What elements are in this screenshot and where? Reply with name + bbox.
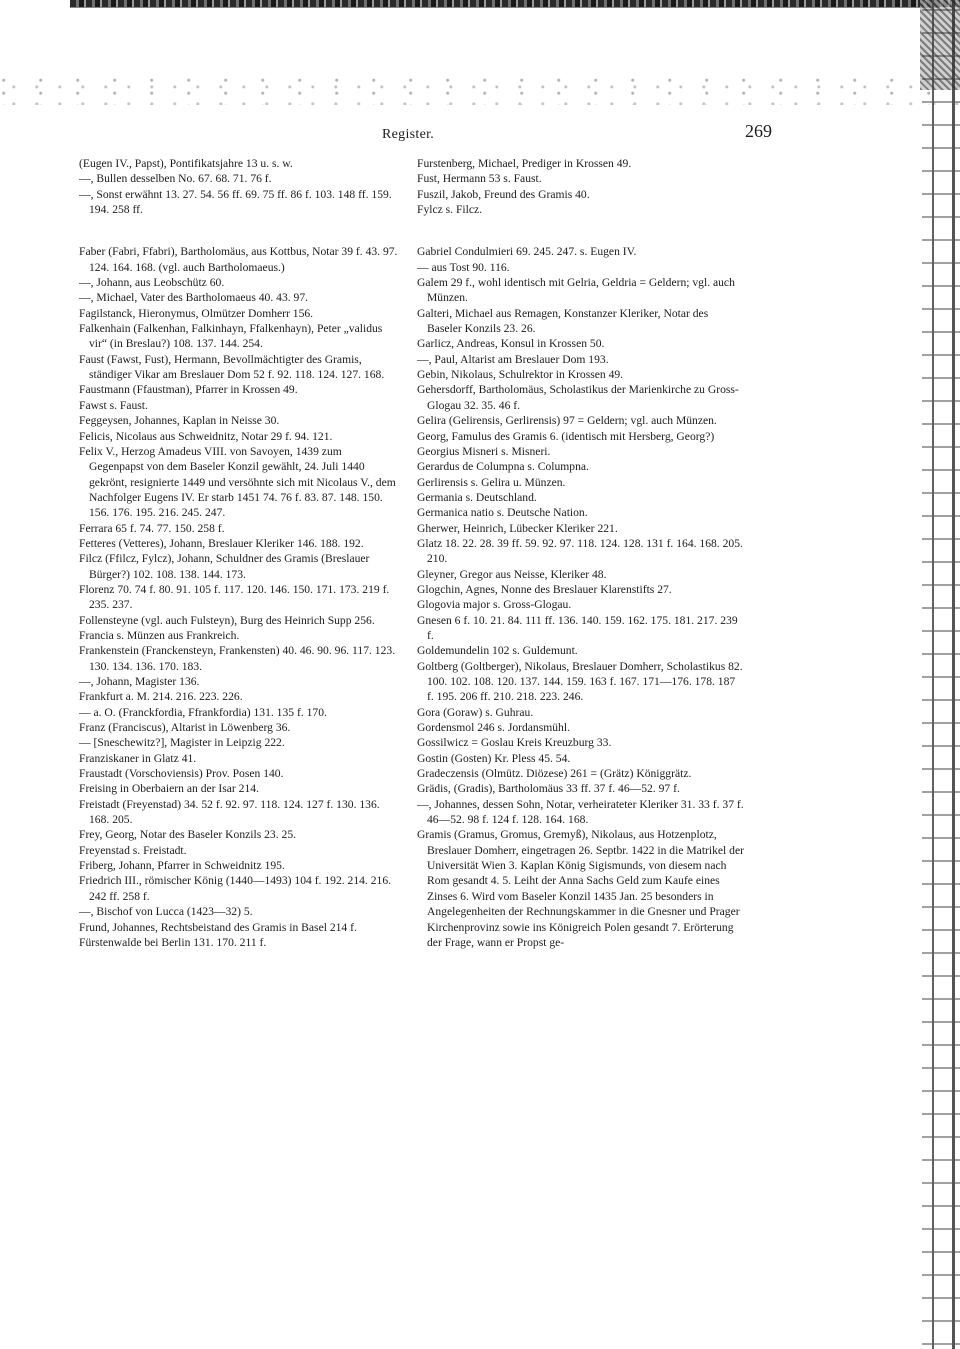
index-entry: Glogovia major s. Gross-Glogau. — [417, 598, 572, 612]
index-entry: Freistadt (Freyenstad) 34. 52 f. 92. 97. 118. 124. 127 f. 130. 136. 168. 205. — [79, 797, 380, 827]
index-entry: Feggeysen, Johannes, Kaplan in Neisse 30. — [79, 414, 280, 428]
index-entry: Germania s. Deutschland. — [417, 490, 537, 504]
index-entry: Faustmann (Ffaustman), Pfarrer in Krossen 49. — [79, 383, 298, 397]
index-entry: Gleyner, Gregor aus Neisse, Kleriker 48. — [417, 567, 607, 581]
right-block-f — [417, 156, 744, 217]
index-entry: Ferrara 65 f. 74. 77. 150. 258 f. — [79, 521, 225, 535]
index-entry: Germanica natio s. Deutsche Nation. — [417, 506, 588, 520]
index-entry: Fraustadt (Vorschoviensis) Prov. Posen 140. — [79, 767, 284, 781]
index-entry: Gostin (Gosten) Kr. Pless 45. 54. — [417, 751, 571, 765]
index-entry: —, Bischof von Lucca (1423—32) 5. — [79, 905, 253, 919]
index-entry: Franz (Franciscus), Altarist in Löwenberg 36. — [79, 721, 291, 735]
index-entry: Garlicz, Andreas, Konsul in Krossen 50. — [417, 337, 605, 351]
index-entry: Gelira (Gelirensis, Gerlirensis) 97 = Geldern; vgl. auch Münzen. — [417, 414, 717, 428]
index-entry: Gordensmol 246 s. Jordansmühl. — [417, 721, 570, 735]
index-entry: Georgius Misneri s. Misneri. — [417, 444, 551, 458]
running-head — [0, 119, 960, 149]
index-entry: Gossilwicz = Goslau Kreis Kreuzburg 33. — [417, 736, 612, 750]
page-title: Register. — [382, 127, 435, 142]
index-entry: Gerlirensis s. Gelira u. Münzen. — [417, 475, 566, 489]
index-entry: Gradeczensis (Olmütz. Diözese) 261 = (Grätz) Königgrätz. — [417, 767, 692, 781]
index-entry: Faust (Fawst, Fust), Hermann, Bevollmächtigter des Gramis, ständiger Vikar am Breslauer Dom 52 f. 92. 118. 124. 127. 168. — [79, 352, 385, 382]
index-entry: Filcz (Ffilcz, Fylcz), Johann, Schuldner des Gramis (Breslauer Bürger?) 102. 108. 138. 144. 173. — [79, 552, 370, 581]
left-block-eugen — [79, 156, 399, 217]
index-entry: — aus Tost 90. 116. — [417, 260, 510, 274]
index-entry: Goldemundelin 102 s. Guldemunt. — [417, 644, 578, 658]
index-entry: Glogchin, Agnes, Nonne des Breslauer Klarenstifts 27. — [417, 582, 672, 596]
scan-top-rule — [70, 7, 940, 8]
index-entry: Fuszil, Jakob, Freund des Gramis 40. — [417, 187, 590, 201]
index-entry: Frankenstein (Franckensteyn, Frankensten) 40. 46. 90. 96. 117. 123. 130. 134. 136. 170. 183. — [79, 644, 396, 673]
index-entry: Fürstenwalde bei Berlin 131. 170. 211 f. — [79, 935, 267, 949]
index-entry: Francia s. Münzen aus Frankreich. — [79, 628, 240, 642]
index-entry: Gebin, Nikolaus, Schulrektor in Krossen 49. — [417, 368, 624, 382]
index-entry: Friberg, Johann, Pfarrer in Schweidnitz 195. — [79, 859, 285, 873]
scan-right-edge — [922, 0, 960, 1349]
index-entry: — [Sneschewitz?], Magister in Leipzig 222. — [79, 736, 285, 750]
index-entry: Fylcz s. Filcz. — [417, 203, 483, 217]
index-entry: Gabriel Condulmieri 69. 245. 247. s. Eugen IV. — [417, 245, 637, 259]
index-entry: Glatz 18. 22. 28. 39 ff. 59. 92. 97. 118. 124. 128. 131 f. 164. 168. 205. 210. — [417, 536, 743, 566]
index-entry: —, Johann, Magister 136. — [79, 675, 200, 688]
index-entry: Galteri, Michael aus Remagen, Konstanzer Kleriker, Notar des Baseler Konzils 23. 26. — [417, 306, 709, 336]
scan-top-border — [70, 0, 960, 7]
page-number: 269 — [745, 121, 772, 141]
index-entry: —, Michael, Vater des Bartholomaeus 40. 43. 97. — [79, 291, 309, 305]
index-entry: —, Paul, Altarist am Breslauer Dom 193. — [417, 352, 609, 366]
index-entry: Follensteyne (vgl. auch Fulsteyn), Burg des Heinrich Supp 256. — [79, 613, 375, 627]
index-entry: Gnesen 6 f. 10. 21. 84. 111 ff. 136. 140. 159. 162. 175. 181. 217. 239 f. — [417, 613, 738, 642]
index-entry: Fagilstanck, Hieronymus, Olmützer Domherr 156. — [79, 306, 314, 320]
index-entry: Friedrich III., römischer König (1440—1493) 104 f. 192. 214. 216. 242 ff. 258 f. — [79, 874, 392, 903]
index-entry: Georg, Famulus des Gramis 6. (identisch mit Hersberg, Georg?) — [417, 429, 715, 443]
index-entry: Faber (Fabri, Ffabri), Bartholomäus, aus Kottbus, Notar 39 f. 43. 97. 124. 164. 168. (vgl. auch Bartholomaeus.) — [79, 245, 398, 274]
right-block-g — [417, 244, 744, 950]
index-entry: Franziskaner in Glatz 41. — [79, 751, 197, 765]
index-entry: Freyenstad s. Freistadt. — [79, 843, 187, 857]
index-entry: Frankfurt a. M. 214. 216. 223. 226. — [79, 690, 243, 704]
index-entry: Falkenhain (Falkenhan, Falkinhayn, Ffalkenhayn), Peter „validus vir“ (in Breslau?) 108. 137. 144. 254. — [79, 322, 383, 351]
index-entry: —, Johannes, dessen Sohn, Notar, verheirateter Kleriker 31. 33 f. 37 f. 46—52. 98 f. 124 f. 128. 164. 168. — [417, 797, 744, 827]
left-column — [79, 156, 399, 950]
index-entry: Gramis (Gramus, Gromus, Gremyß), Nikolaus, aus Hotzenplotz, Breslauer Domherr, eingetragen 26. Septbr. 1422 in die Matrikel der Universität Wien 3. Kaplan König Sigismunds, von diesem nach Rom gesandt 4. 5. Leiht der Anna Sachs Geld zum Kaufe eines Zinses 6. Wird vom Baseler Konzil 1435 Jan. 25 besonders in Angelegenheiten der Rechnungskammer in die Gnesner und Prager Kirchenprovinz sowie ins Königreich Polen gesandt 7. Erörterung der Frage, wann er Propst ge- — [417, 828, 744, 949]
index-entry: —, Sonst erwähnt 13. 27. 54. 56 ff. 69. 75 ff. 86 f. 103. 148 ff. 159. 194. 258 ff. — [79, 187, 392, 217]
index-entry: Frund, Johannes, Rechtsbeistand des Gramis in Basel 214 f. — [79, 920, 357, 934]
index-entry: Gerardus de Columpna s. Columpna. — [417, 460, 589, 474]
index-entry: Furstenberg, Michael, Prediger in Krossen 49. — [417, 157, 632, 170]
index-entry: Goltberg (Goltberger), Nikolaus, Breslauer Domherr, Scholastikus 82. 100. 102. 108. 120. 137. 144. 159. 163 f. 167. 171—176. 178. 187 f. 195. 206 ff. 210. 218. 223. 246. — [417, 659, 743, 704]
right-column — [417, 156, 744, 950]
index-entry: Fetteres (Vetteres), Johann, Breslauer Kleriker 146. 188. 192. — [79, 536, 364, 550]
index-entry: (Eugen IV., Papst), Pontifikatsjahre 13 u. s. w. — [79, 157, 293, 170]
index-entry: Freising in Oberbaiern an der Isar 214. — [79, 782, 259, 796]
index-entry: Gherwer, Heinrich, Lübecker Kleriker 221. — [417, 521, 618, 535]
index-entry: Felicis, Nicolaus aus Schweidnitz, Notar 29 f. 94. 121. — [79, 429, 333, 443]
index-entry: Galem 29 f., wohl identisch mit Gelria, Geldria = Geldern; vgl. auch Münzen. — [417, 276, 735, 305]
index-entry: — a. O. (Franckfordia, Ffrankfordia) 131. 135 f. 170. — [79, 705, 327, 719]
left-block-f — [79, 244, 399, 950]
index-entry: Felix V., Herzog Amadeus VIII. von Savoyen, 1439 zum Gegenpapst von dem Baseler Konzil gewählt, 24. Juli 1440 gekrönt, resignierte 1449 und versöhnte sich mit Nicolaus V., dem Nachfolger Eugens IV. Er starb 1451 74. 76 f. 83. 87. 148. 150. 156. 176. 195. 216. 245. 247. — [79, 444, 396, 520]
index-entry: —, Johann, aus Leobschütz 60. — [79, 276, 225, 290]
index-entry: Florenz 70. 74 f. 80. 91. 105 f. 117. 120. 146. 150. 171. 173. 219 f. 235. 237. — [79, 582, 390, 612]
index-entry: Frey, Georg, Notar des Baseler Konzils 23. 25. — [79, 828, 297, 842]
index-entry: Grädis, (Gradis), Bartholomäus 33 ff. 37 f. 46—52. 97 f. — [417, 782, 680, 796]
index-entry: Fust, Hermann 53 s. Faust. — [417, 172, 542, 186]
scan-noise-band — [0, 75, 960, 105]
index-entry: Gehersdorff, Bartholomäus, Scholastikus der Marienkirche zu Gross-Glogau 32. 35. 46 f. — [417, 383, 739, 412]
index-entry: —, Bullen desselben No. 67. 68. 71. 76 f. — [79, 172, 272, 186]
index-entry: Fawst s. Faust. — [79, 398, 148, 412]
index-entry: Gora (Goraw) s. Guhrau. — [417, 705, 534, 719]
